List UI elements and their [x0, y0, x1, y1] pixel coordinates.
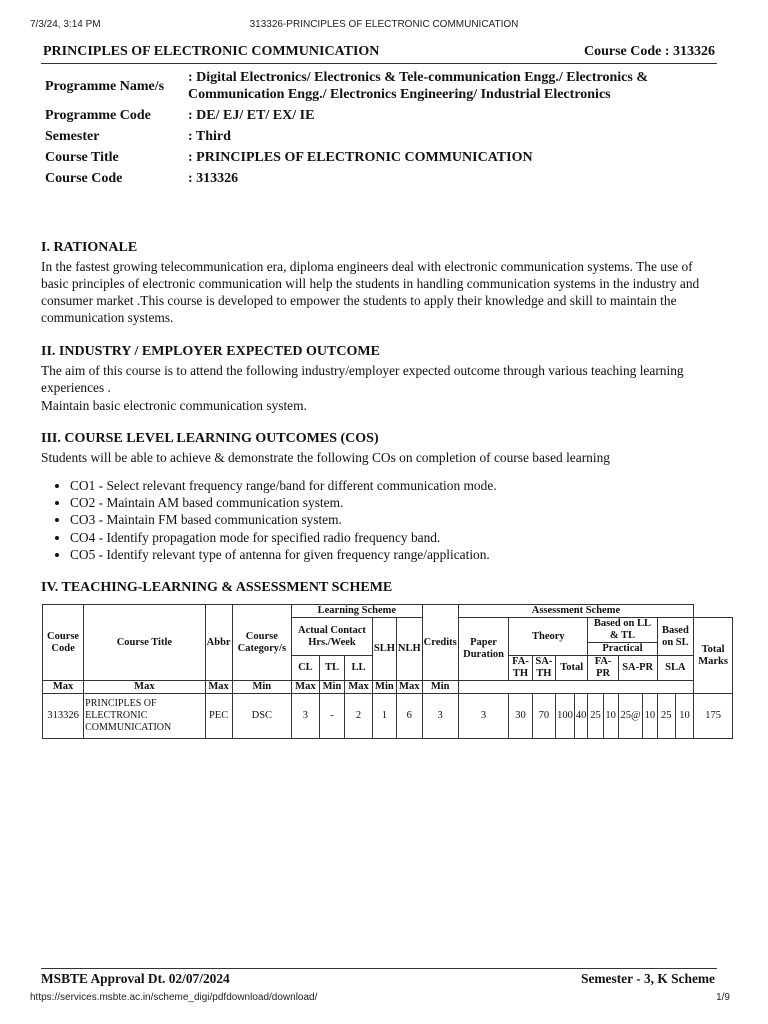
- cell-sa-pr-max: 25@: [618, 694, 642, 739]
- cell-sla-min: 10: [675, 694, 693, 739]
- th-sa-pr: SA-PR: [618, 656, 657, 681]
- co-item: • CO2 - Maintain AM based communication system.: [70, 494, 497, 511]
- cell-code: 313326: [43, 694, 84, 739]
- info-row: [41, 126, 717, 147]
- th-slh: SLH: [372, 618, 396, 681]
- cell-fa-pr-max: 25: [588, 694, 603, 739]
- info-label: Programme Code: [45, 108, 151, 123]
- th-total-marks: Total Marks: [694, 618, 733, 694]
- cell-total-min: 40: [574, 694, 588, 739]
- th-based-sl: Based on SL: [657, 618, 694, 656]
- cos-intro: Students will be able to achieve & demonstrate the following COs on completion of course based learning: [41, 450, 610, 465]
- cell-slh: 1: [372, 694, 396, 739]
- cell-total-marks: 175: [694, 694, 733, 739]
- cell-sla-max: 25: [657, 694, 675, 739]
- info-row: [41, 105, 717, 126]
- th-abbr: Abbr: [205, 605, 232, 681]
- document-footer: [41, 968, 717, 987]
- th-paper-duration: Paper Duration: [458, 618, 509, 681]
- th-total: Total: [556, 656, 588, 681]
- th-max: Max: [396, 681, 422, 694]
- info-row: [41, 147, 717, 168]
- cell-sa-th-max: 70: [532, 694, 555, 739]
- co-item: • CO5 - Identify relevant type of antenna for given frequency range/application.: [70, 546, 497, 563]
- th-sa-th: SA-TH: [532, 656, 555, 681]
- info-value: : Third: [188, 129, 231, 144]
- cos-list: [41, 477, 497, 563]
- th-tl: TL: [319, 656, 345, 681]
- scheme-table: [42, 604, 733, 739]
- th-cl: CL: [292, 656, 320, 681]
- th-sla: SLA: [657, 656, 694, 681]
- th-learning-scheme: Learning Scheme: [292, 605, 423, 618]
- rationale-text: In the fastest growing telecommunication era, diploma engineers deal with electronic communication systems. The use of basic principles of electronic communication will help the students in handling communication systems in the industry and consumer market .This course is developed to empower the students to apply their knowledge and skill to maintain the communication systems.: [41, 259, 700, 325]
- th-based-ll-tl: Based on LL & TL: [588, 618, 657, 643]
- th-max: Max: [84, 681, 206, 694]
- print-header: [0, 19, 768, 33]
- print-url: https://services.msbte.ac.in/scheme_digi/pdfdownload/download/: [30, 992, 318, 1003]
- info-value: : 313326: [188, 171, 239, 186]
- th-min: Min: [232, 681, 292, 694]
- cell-fa-pr-min: 10: [603, 694, 618, 739]
- th-category: Course Category/s: [232, 605, 292, 681]
- th-max: Max: [43, 681, 84, 694]
- co-item: • CO3 - Maintain FM based communication system.: [70, 511, 497, 528]
- cell-paper-duration: 3: [458, 694, 509, 739]
- cell-title: PRINCIPLES OF ELECTRONIC COMMUNICATION: [84, 694, 206, 739]
- info-label: Programme Name/s: [45, 78, 165, 94]
- print-datetime: 7/3/24, 3:14 PM: [30, 19, 101, 30]
- rationale-heading: I. RATIONALE: [41, 240, 138, 255]
- course-info-table: [41, 67, 717, 189]
- cell-tl: -: [319, 694, 345, 739]
- th-fa-pr: FA-PR: [588, 656, 618, 681]
- cell-cl: 3: [292, 694, 320, 739]
- print-footer: [0, 992, 768, 1006]
- cell-ll: 2: [345, 694, 373, 739]
- th-credits: Credits: [422, 605, 458, 681]
- table-row: [43, 694, 733, 739]
- th-practical: Practical: [588, 643, 657, 656]
- info-label: Course Title: [45, 150, 119, 165]
- cell-fa-th-max: 30: [509, 694, 532, 739]
- info-row: [41, 168, 717, 189]
- th-max: Max: [205, 681, 232, 694]
- cell-total-max: 100: [556, 694, 575, 739]
- cell-abbr: PEC: [205, 694, 232, 739]
- th-max: Max: [345, 681, 373, 694]
- info-label: Semester: [45, 129, 100, 144]
- industry-outcome: Maintain basic electronic communication system.: [41, 398, 307, 413]
- cell-category: DSC: [232, 694, 292, 739]
- industry-heading: II. INDUSTRY / EMPLOYER EXPECTED OUTCOME: [41, 344, 380, 359]
- print-doc-title: 313326-PRINCIPLES OF ELECTRONIC COMMUNICATION: [249, 19, 519, 30]
- th-fa-th: FA-TH: [509, 656, 532, 681]
- cell-nlh: 6: [396, 694, 422, 739]
- th-nlh: NLH: [396, 618, 422, 681]
- scheme-heading: IV. TEACHING-LEARNING & ASSESSMENT SCHEME: [41, 580, 393, 595]
- th-min: Min: [422, 681, 458, 694]
- info-label: Course Code: [45, 171, 123, 186]
- industry-text: The aim of this course is to attend the following industry/employer expected outcome through various teaching learning experiences .: [41, 363, 684, 395]
- th-max: Max: [292, 681, 320, 694]
- th-actual-contact: Actual Contact Hrs./Week: [292, 618, 373, 656]
- th-course-code: Course Code: [43, 605, 84, 681]
- info-value: : Digital Electronics/ Electronics & Tele-communication Engg./ Electronics & Communication Engg./ Electronics Engineering/ Industrial Electronics: [188, 70, 649, 102]
- co-item: • CO1 - Select relevant frequency range/band for different communication mode.: [70, 477, 497, 494]
- cos-heading: III. COURSE LEVEL LEARNING OUTCOMES (COS): [41, 431, 379, 446]
- approval-date: MSBTE Approval Dt. 02/07/2024: [41, 971, 230, 986]
- info-row: [41, 67, 717, 105]
- document-header: [41, 43, 717, 64]
- th-min: Min: [372, 681, 396, 694]
- cell-credits: 3: [422, 694, 458, 739]
- th-ll: LL: [345, 656, 373, 681]
- co-item: • CO4 - Identify propagation mode for specified radio frequency band.: [70, 529, 497, 546]
- th-course-title: Course Title: [84, 605, 206, 681]
- cell-sa-pr-min: 10: [643, 694, 657, 739]
- th-theory: Theory: [509, 618, 588, 656]
- info-value: : PRINCIPLES OF ELECTRONIC COMMUNICATION: [188, 150, 533, 165]
- course-code-heading: Course Code : 313326: [583, 44, 715, 59]
- th-min: Min: [319, 681, 345, 694]
- print-page-number: 1/9: [716, 992, 730, 1003]
- th-assessment-scheme: Assessment Scheme: [458, 605, 693, 618]
- course-name-heading: PRINCIPLES OF ELECTRONIC COMMUNICATION: [43, 44, 380, 59]
- semester-scheme: Semester - 3, K Scheme: [581, 971, 715, 986]
- info-value: : DE/ EJ/ ET/ EX/ IE: [188, 108, 315, 123]
